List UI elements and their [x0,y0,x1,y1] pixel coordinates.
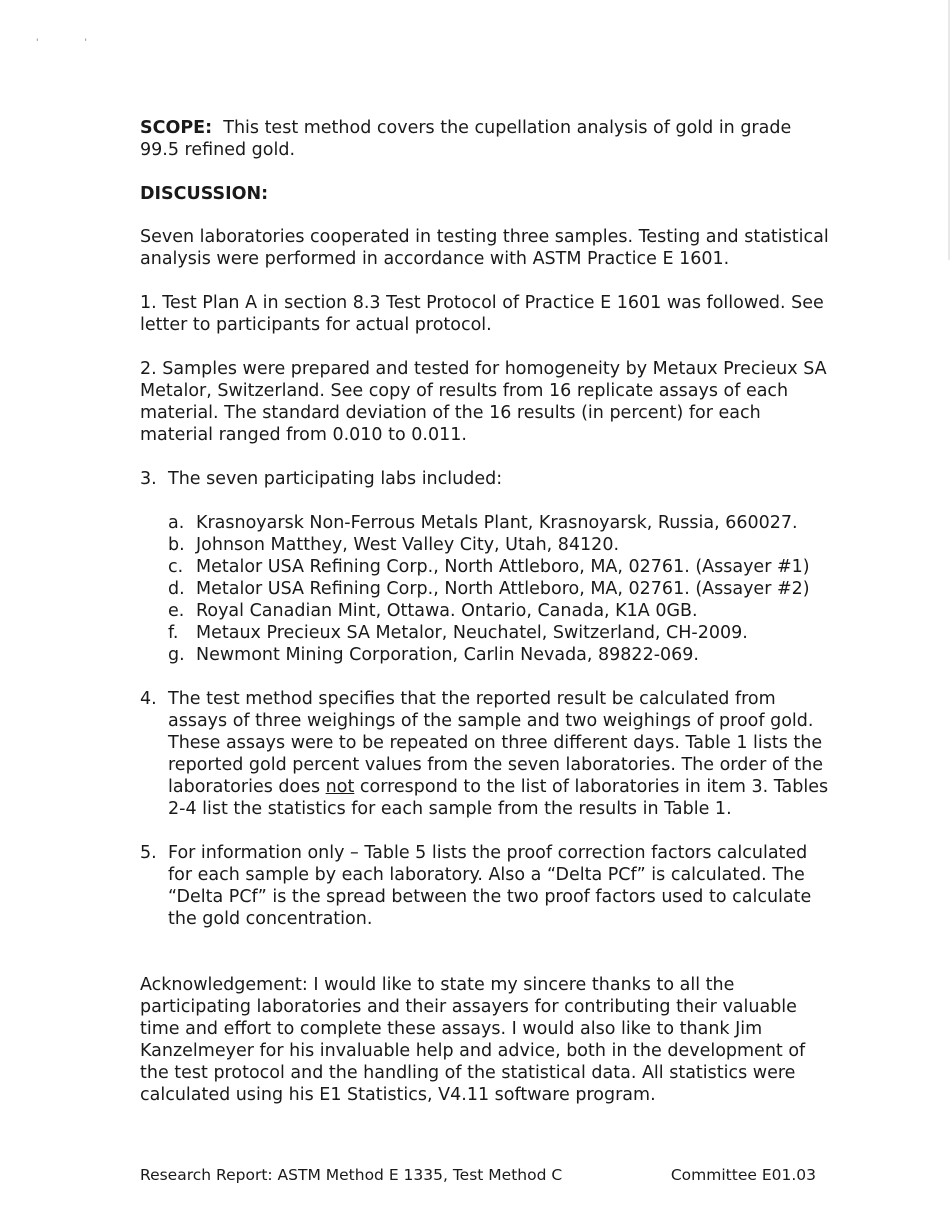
lab-list-item [168,512,830,534]
lab-list-item [168,622,830,644]
lab-letter: b. [168,535,185,555]
lab-letter: d. [168,579,185,599]
item-4-number: 4. [140,689,157,709]
lab-text: Royal Canadian Mint, Ottawa. Ontario, Canada, K1A 0GB. [196,601,698,621]
lab-text: Krasnoyarsk Non-Ferrous Metals Plant, Krasnoyarsk, Russia, 660027. [196,513,798,533]
item-5-text: For information only – Table 5 lists the proof correction factors calculated for each sample by each laboratory. Also a “Delta PCf” is calculated. The “Delta PCf” is the spread between the two proof factors used to calculate the gold concentration. [168,843,812,929]
item-3-number: 3. [140,469,157,489]
lab-letter: e. [168,601,185,621]
lab-list-item [168,556,830,578]
item-4-text-before: The test method specifies that the reported result be calculated from assays of three weighings of the sample and two weighings of proof gold. These assays were to be repeated on three different days. Table 1 lists the reported gold percent values from the seven laboratories. The order of the laboratories does [168,689,823,797]
scope-paragraph [140,117,830,161]
page-footer [140,1164,816,1186]
lab-letter: a. [168,513,185,533]
document-page [140,117,830,1106]
item-4-text [168,688,830,820]
item-4-underlined: not [325,777,355,797]
footer-left: Research Report: ASTM Method E 1335, Test Method C [140,1166,563,1184]
scope-text: This test method covers the cupellation analysis of gold in grade 99.5 refined gold. [140,118,792,160]
item-1-paragraph: 1. Test Plan A in section 8.3 Test Protocol of Practice E 1601 was followed. See letter to participants for actual protocol. [140,293,824,335]
lab-text: Metalor USA Refining Corp., North Attleboro, MA, 02761. (Assayer #1) [196,557,810,577]
item-4-text-after: correspond to the list of laboratories in item 3. Tables 2-4 list the statistics for each sample from the results in Table 1. [168,777,829,819]
item-3-text: The seven participating labs included: [168,469,503,489]
item-2-paragraph: 2. Samples were prepared and tested for homogeneity by Metaux Precieux SA Metalor, Switzerland. See copy of results from 16 replicate assays of each material. The standard deviation of the 16 results (in percent) for each material ranged from 0.010 to 0.011. [140,359,827,445]
discussion-heading: DISCUSSION: [140,184,269,204]
scan-specks: ' ' [36,38,87,48]
lab-letter: f. [168,623,179,643]
item-4 [140,688,830,820]
lab-letter: g. [168,645,185,665]
lab-text: Johnson Matthey, West Valley City, Utah, 84120. [196,535,620,555]
intro-paragraph: Seven laboratories cooperated in testing three samples. Testing and statistical analysis were performed in accordance with ASTM Practice E 1601. [140,227,829,269]
lab-list-item [168,600,830,622]
lab-list-item [168,644,830,666]
labs-list [140,512,830,666]
footer-right: Committee E01.03 [670,1166,816,1184]
lab-text: Metaux Precieux SA Metalor, Neuchatel, Switzerland, CH-2009. [196,623,748,643]
lab-list-item [168,578,830,600]
lab-text: Newmont Mining Corporation, Carlin Nevada, 89822-069. [196,645,699,665]
lab-text: Metalor USA Refining Corp., North Attleboro, MA, 02761. (Assayer #2) [196,579,810,599]
item-3 [140,468,830,490]
acknowledgement-paragraph: Acknowledgement: I would like to state my sincere thanks to all the participating laboratories and their assayers for contributing their valuable time and effort to complete these assays. I would also like to thank Jim Kanzelmeyer for his invaluable help and advice, both in the development of the test protocol and the handling of the statistical data. All statistics were calculated using his E1 Statistics, V4.11 software program. [140,975,806,1105]
lab-letter: c. [168,557,184,577]
item-5 [140,842,830,930]
item-5-number: 5. [140,843,157,863]
lab-list-item [168,534,830,556]
scope-label: SCOPE: [140,118,213,138]
